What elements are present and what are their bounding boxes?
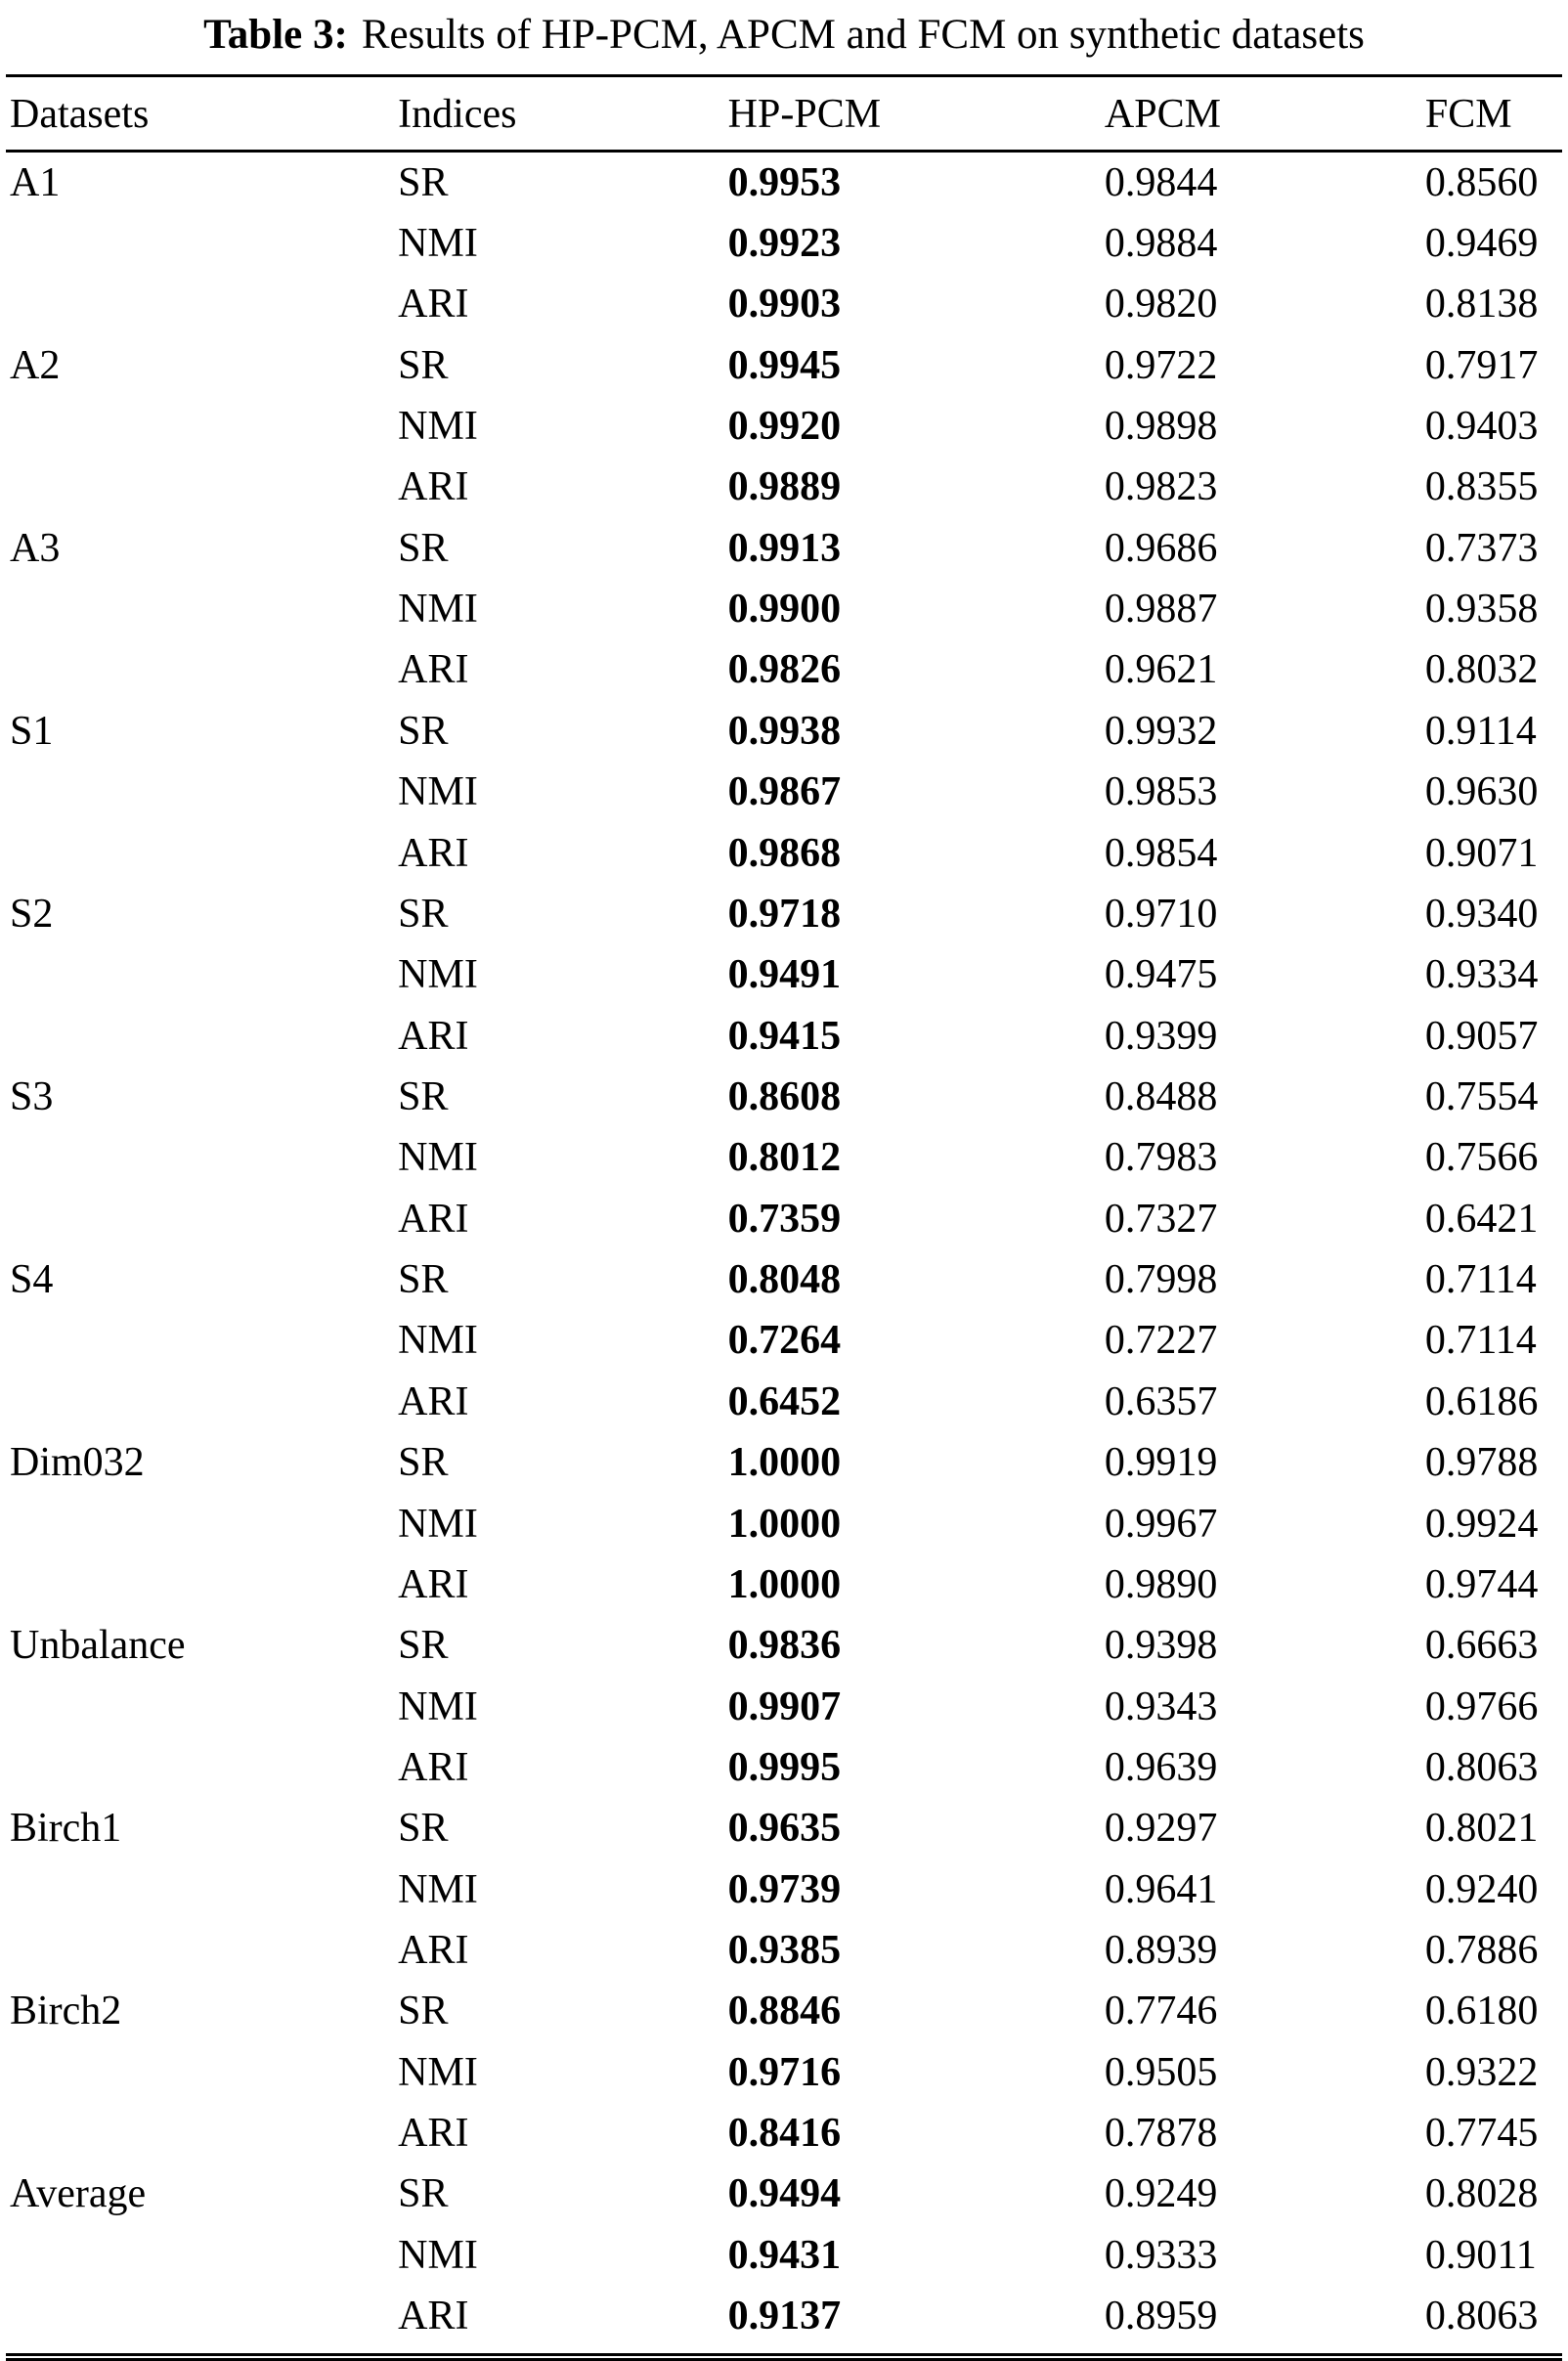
table-row	[6, 823, 1562, 884]
index-cell: ARI	[398, 1561, 469, 1607]
apcm-cell: 0.9249	[1104, 2171, 1218, 2217]
apcm-cell: 0.9898	[1104, 404, 1218, 450]
dataset-cell: S1	[10, 708, 54, 754]
table-row	[6, 944, 1562, 1005]
hp-pcm-cell: 0.9491	[727, 952, 842, 998]
fcm-cell: 0.7566	[1424, 1135, 1539, 1181]
table-row	[6, 1494, 1562, 1554]
table-row	[6, 762, 1562, 822]
hp-pcm-cell: 0.9938	[727, 708, 842, 754]
index-cell: NMI	[398, 404, 478, 450]
table-caption	[6, 6, 1562, 74]
hp-pcm-cell: 0.9431	[727, 2232, 842, 2278]
fcm-cell: 0.8560	[1424, 159, 1539, 205]
fcm-cell: 0.6421	[1424, 1196, 1539, 1242]
col-header-indices: Indices	[398, 75, 728, 151]
index-cell: SR	[398, 525, 449, 571]
fcm-cell: 0.6180	[1424, 1989, 1539, 2034]
dataset-cell	[6, 1372, 398, 1432]
fcm-cell: 0.9744	[1424, 1561, 1539, 1607]
hp-pcm-cell: 1.0000	[727, 1440, 842, 1486]
table-caption-label: Table 3:	[203, 12, 348, 58]
apcm-cell: 0.7878	[1104, 2111, 1218, 2157]
fcm-cell: 0.9114	[1424, 708, 1537, 754]
apcm-cell: 0.7227	[1104, 1318, 1218, 1364]
table-row	[6, 457, 1562, 517]
hp-pcm-cell: 0.9953	[727, 159, 842, 205]
dataset-cell	[6, 579, 398, 639]
fcm-cell: 0.9057	[1424, 1013, 1539, 1059]
apcm-cell: 0.7998	[1104, 1257, 1218, 1303]
fcm-cell: 0.6186	[1424, 1378, 1539, 1424]
index-cell: NMI	[398, 1501, 478, 1547]
apcm-cell: 0.9641	[1104, 1866, 1218, 1912]
hp-pcm-cell: 0.7359	[727, 1196, 842, 1242]
index-cell: NMI	[398, 2049, 478, 2095]
index-cell: SR	[398, 1989, 449, 2034]
index-cell: ARI	[398, 1196, 469, 1242]
index-cell: ARI	[398, 1378, 469, 1424]
dataset-cell	[6, 1737, 398, 1798]
hp-pcm-cell: 0.9137	[728, 2286, 1105, 2356]
index-cell: NMI	[398, 587, 478, 633]
index-cell: NMI	[398, 1683, 478, 1729]
index-cell: NMI	[398, 1318, 478, 1364]
results-table	[6, 74, 1562, 2361]
table-row	[6, 2225, 1562, 2286]
apcm-cell: 0.9820	[1104, 282, 1218, 328]
hp-pcm-cell: 0.9415	[727, 1013, 842, 1059]
table-row	[6, 1432, 1562, 1493]
apcm-cell: 0.9343	[1104, 1683, 1218, 1729]
dataset-cell	[6, 944, 398, 1005]
dataset-cell	[6, 213, 398, 274]
index-cell: ARI	[398, 1744, 469, 1790]
index-cell: ARI	[398, 647, 469, 693]
fcm-cell: 0.6663	[1424, 1623, 1539, 1669]
apcm-cell: 0.8959	[1105, 2286, 1425, 2356]
table-row	[6, 2042, 1562, 2103]
fcm-cell: 0.8063	[1425, 2286, 1562, 2356]
dataset-cell	[6, 2225, 398, 2286]
fcm-cell: 0.9340	[1424, 891, 1539, 937]
dataset-cell	[6, 1677, 398, 1737]
col-header-apcm: APCM	[1105, 75, 1425, 151]
fcm-cell: 0.8355	[1424, 464, 1539, 510]
apcm-cell: 0.7327	[1104, 1196, 1218, 1242]
table-row	[6, 1310, 1562, 1371]
index-cell: SR	[398, 1806, 449, 1852]
fcm-cell: 0.8063	[1424, 1744, 1539, 1790]
index-cell: NMI	[398, 220, 478, 266]
fcm-cell: 0.7886	[1424, 1928, 1539, 1974]
dataset-cell	[6, 2286, 398, 2356]
dataset-cell: Birch1	[10, 1806, 122, 1852]
hp-pcm-cell: 0.8608	[727, 1073, 842, 1119]
table-row	[6, 1798, 1562, 1858]
index-cell: NMI	[398, 1866, 478, 1912]
hp-pcm-cell: 0.9718	[727, 891, 842, 937]
apcm-cell: 0.7983	[1104, 1135, 1218, 1181]
table-row	[6, 1189, 1562, 1249]
apcm-cell: 0.8488	[1104, 1073, 1218, 1119]
index-cell: SR	[398, 1440, 449, 1486]
dataset-cell	[6, 2042, 398, 2103]
fcm-cell: 0.9071	[1424, 830, 1539, 876]
hp-pcm-cell: 0.8048	[727, 1257, 842, 1303]
hp-pcm-cell: 0.9826	[727, 647, 842, 693]
dataset-cell	[6, 823, 398, 884]
apcm-cell: 0.9621	[1104, 647, 1218, 693]
hp-pcm-cell: 0.9494	[727, 2171, 842, 2217]
dataset-cell: Birch2	[10, 1989, 122, 2034]
hp-pcm-cell: 0.9920	[727, 404, 842, 450]
apcm-cell: 0.6357	[1104, 1378, 1218, 1424]
apcm-cell: 0.9475	[1104, 952, 1218, 998]
index-cell: NMI	[398, 952, 478, 998]
index-cell: SR	[398, 708, 449, 754]
hp-pcm-cell: 0.8416	[727, 2111, 842, 2157]
dataset-cell	[6, 1554, 398, 1615]
table-header	[6, 75, 1562, 151]
fcm-cell: 0.7554	[1424, 1073, 1539, 1119]
dataset-cell	[6, 1006, 398, 1067]
apcm-cell: 0.9884	[1104, 220, 1218, 266]
col-header-fcm: FCM	[1425, 75, 1562, 151]
index-cell: ARI	[398, 830, 469, 876]
dataset-cell	[6, 1859, 398, 1920]
hp-pcm-cell: 0.9900	[727, 587, 842, 633]
apcm-cell: 0.9932	[1104, 708, 1218, 754]
table-row	[6, 2164, 1562, 2224]
apcm-cell: 0.9854	[1104, 830, 1218, 876]
hp-pcm-cell: 0.9836	[727, 1623, 842, 1669]
fcm-cell: 0.7114	[1424, 1257, 1537, 1303]
table-row	[6, 1249, 1562, 1310]
index-cell: ARI	[398, 2286, 728, 2356]
fcm-cell: 0.9469	[1424, 220, 1539, 266]
table-row	[6, 579, 1562, 639]
fcm-cell: 0.9630	[1424, 769, 1539, 815]
apcm-cell: 0.9919	[1104, 1440, 1218, 1486]
table-row	[6, 396, 1562, 457]
hp-pcm-cell: 0.6452	[727, 1378, 842, 1424]
table-row	[6, 884, 1562, 944]
index-cell: SR	[398, 1073, 449, 1119]
table-row	[6, 1372, 1562, 1432]
hp-pcm-cell: 0.9385	[727, 1928, 842, 1974]
table-row	[6, 1067, 1562, 1127]
index-cell: ARI	[398, 282, 469, 328]
index-cell: ARI	[398, 1013, 469, 1059]
hp-pcm-cell: 0.9868	[727, 830, 842, 876]
dataset-cell	[6, 457, 398, 517]
dataset-cell	[6, 396, 398, 457]
apcm-cell: 0.9710	[1104, 891, 1218, 937]
hp-pcm-cell: 0.9889	[727, 464, 842, 510]
table-row	[6, 1554, 1562, 1615]
table-row	[6, 2286, 1562, 2356]
dataset-cell: A1	[10, 159, 61, 205]
table-row	[6, 2103, 1562, 2164]
dataset-cell	[6, 2103, 398, 2164]
index-cell: ARI	[398, 464, 469, 510]
col-header-hp-pcm: HP-PCM	[728, 75, 1105, 151]
hp-pcm-cell: 0.9995	[727, 1744, 842, 1790]
index-cell: SR	[398, 159, 449, 205]
hp-pcm-cell: 0.9913	[727, 525, 842, 571]
index-cell: SR	[398, 1257, 449, 1303]
table-row	[6, 1981, 1562, 2041]
apcm-cell: 0.9333	[1104, 2232, 1218, 2278]
table-row	[6, 1677, 1562, 1737]
apcm-cell: 0.9890	[1104, 1561, 1218, 1607]
fcm-cell: 0.7917	[1424, 342, 1539, 388]
table-body	[6, 151, 1562, 2356]
table-row	[6, 1615, 1562, 1676]
table-row	[6, 1127, 1562, 1188]
apcm-cell: 0.9297	[1104, 1806, 1218, 1852]
dataset-cell: A3	[10, 525, 61, 571]
apcm-cell: 0.9967	[1104, 1501, 1218, 1547]
apcm-cell: 0.9686	[1104, 525, 1218, 571]
fcm-cell: 0.8021	[1424, 1806, 1539, 1852]
dataset-cell: S3	[10, 1073, 54, 1119]
dataset-cell: Average	[10, 2171, 147, 2217]
index-cell: SR	[398, 342, 449, 388]
hp-pcm-cell: 0.9867	[727, 769, 842, 815]
hp-pcm-cell: 0.9739	[727, 1866, 842, 1912]
table-row	[6, 1920, 1562, 1981]
apcm-cell: 0.7746	[1104, 1989, 1218, 2034]
apcm-cell: 0.9823	[1104, 464, 1218, 510]
hp-pcm-cell: 0.8846	[727, 1989, 842, 2034]
dataset-cell	[6, 1127, 398, 1188]
table-row	[6, 1737, 1562, 1798]
index-cell: NMI	[398, 769, 478, 815]
table-row	[6, 335, 1562, 396]
dataset-cell	[6, 1189, 398, 1249]
apcm-cell: 0.9722	[1104, 342, 1218, 388]
hp-pcm-cell: 0.9945	[727, 342, 842, 388]
apcm-cell: 0.8939	[1104, 1928, 1218, 1974]
apcm-cell: 0.9853	[1104, 769, 1218, 815]
fcm-cell: 0.8032	[1424, 647, 1539, 693]
fcm-cell: 0.9924	[1424, 1501, 1539, 1547]
table-row	[6, 701, 1562, 762]
fcm-cell: 0.9766	[1424, 1683, 1539, 1729]
fcm-cell: 0.9358	[1424, 587, 1539, 633]
fcm-cell: 0.9788	[1424, 1440, 1539, 1486]
dataset-cell	[6, 762, 398, 822]
col-header-datasets: Datasets	[6, 75, 398, 151]
dataset-cell	[6, 1920, 398, 1981]
dataset-cell	[6, 274, 398, 334]
table-row	[6, 639, 1562, 700]
index-cell: ARI	[398, 1928, 469, 1974]
hp-pcm-cell: 0.9903	[727, 282, 842, 328]
dataset-cell	[6, 1494, 398, 1554]
fcm-cell: 0.9403	[1424, 404, 1539, 450]
fcm-cell: 0.9011	[1424, 2232, 1537, 2278]
table-row	[6, 274, 1562, 334]
hp-pcm-cell: 0.8012	[727, 1135, 842, 1181]
hp-pcm-cell: 0.7264	[727, 1318, 842, 1364]
hp-pcm-cell: 1.0000	[727, 1501, 842, 1547]
apcm-cell: 0.9399	[1104, 1013, 1218, 1059]
apcm-cell: 0.9887	[1104, 587, 1218, 633]
hp-pcm-cell: 0.9716	[727, 2049, 842, 2095]
apcm-cell: 0.9844	[1104, 159, 1218, 205]
dataset-cell	[6, 639, 398, 700]
table-row	[6, 151, 1562, 213]
fcm-cell: 0.7745	[1424, 2111, 1539, 2157]
fcm-cell: 0.8138	[1424, 282, 1539, 328]
index-cell: NMI	[398, 2232, 478, 2278]
table-row	[6, 518, 1562, 579]
fcm-cell: 0.9322	[1424, 2049, 1539, 2095]
table-caption-text: Results of HP-PCM, APCM and FCM on synthetic datasets	[361, 12, 1365, 58]
fcm-cell: 0.7114	[1424, 1318, 1537, 1364]
dataset-cell: Unbalance	[10, 1623, 186, 1669]
header-row	[6, 75, 1562, 151]
fcm-cell: 0.9240	[1424, 1866, 1539, 1912]
dataset-cell: Dim032	[10, 1440, 145, 1486]
dataset-cell: S2	[10, 891, 54, 937]
index-cell: SR	[398, 2171, 449, 2217]
hp-pcm-cell: 1.0000	[727, 1561, 842, 1607]
table-row	[6, 1859, 1562, 1920]
table-row	[6, 213, 1562, 274]
dataset-cell	[6, 1310, 398, 1371]
index-cell: SR	[398, 891, 449, 937]
apcm-cell: 0.9398	[1104, 1623, 1218, 1669]
fcm-cell: 0.8028	[1424, 2171, 1539, 2217]
apcm-cell: 0.9639	[1104, 1744, 1218, 1790]
dataset-cell: S4	[10, 1257, 54, 1303]
apcm-cell: 0.9505	[1104, 2049, 1218, 2095]
hp-pcm-cell: 0.9635	[727, 1806, 842, 1852]
index-cell: SR	[398, 1623, 449, 1669]
index-cell: NMI	[398, 1135, 478, 1181]
hp-pcm-cell: 0.9923	[727, 220, 842, 266]
fcm-cell: 0.7373	[1424, 525, 1539, 571]
index-cell: ARI	[398, 2111, 469, 2157]
dataset-cell: A2	[10, 342, 61, 388]
hp-pcm-cell: 0.9907	[727, 1683, 842, 1729]
fcm-cell: 0.9334	[1424, 952, 1539, 998]
table-row	[6, 1006, 1562, 1067]
